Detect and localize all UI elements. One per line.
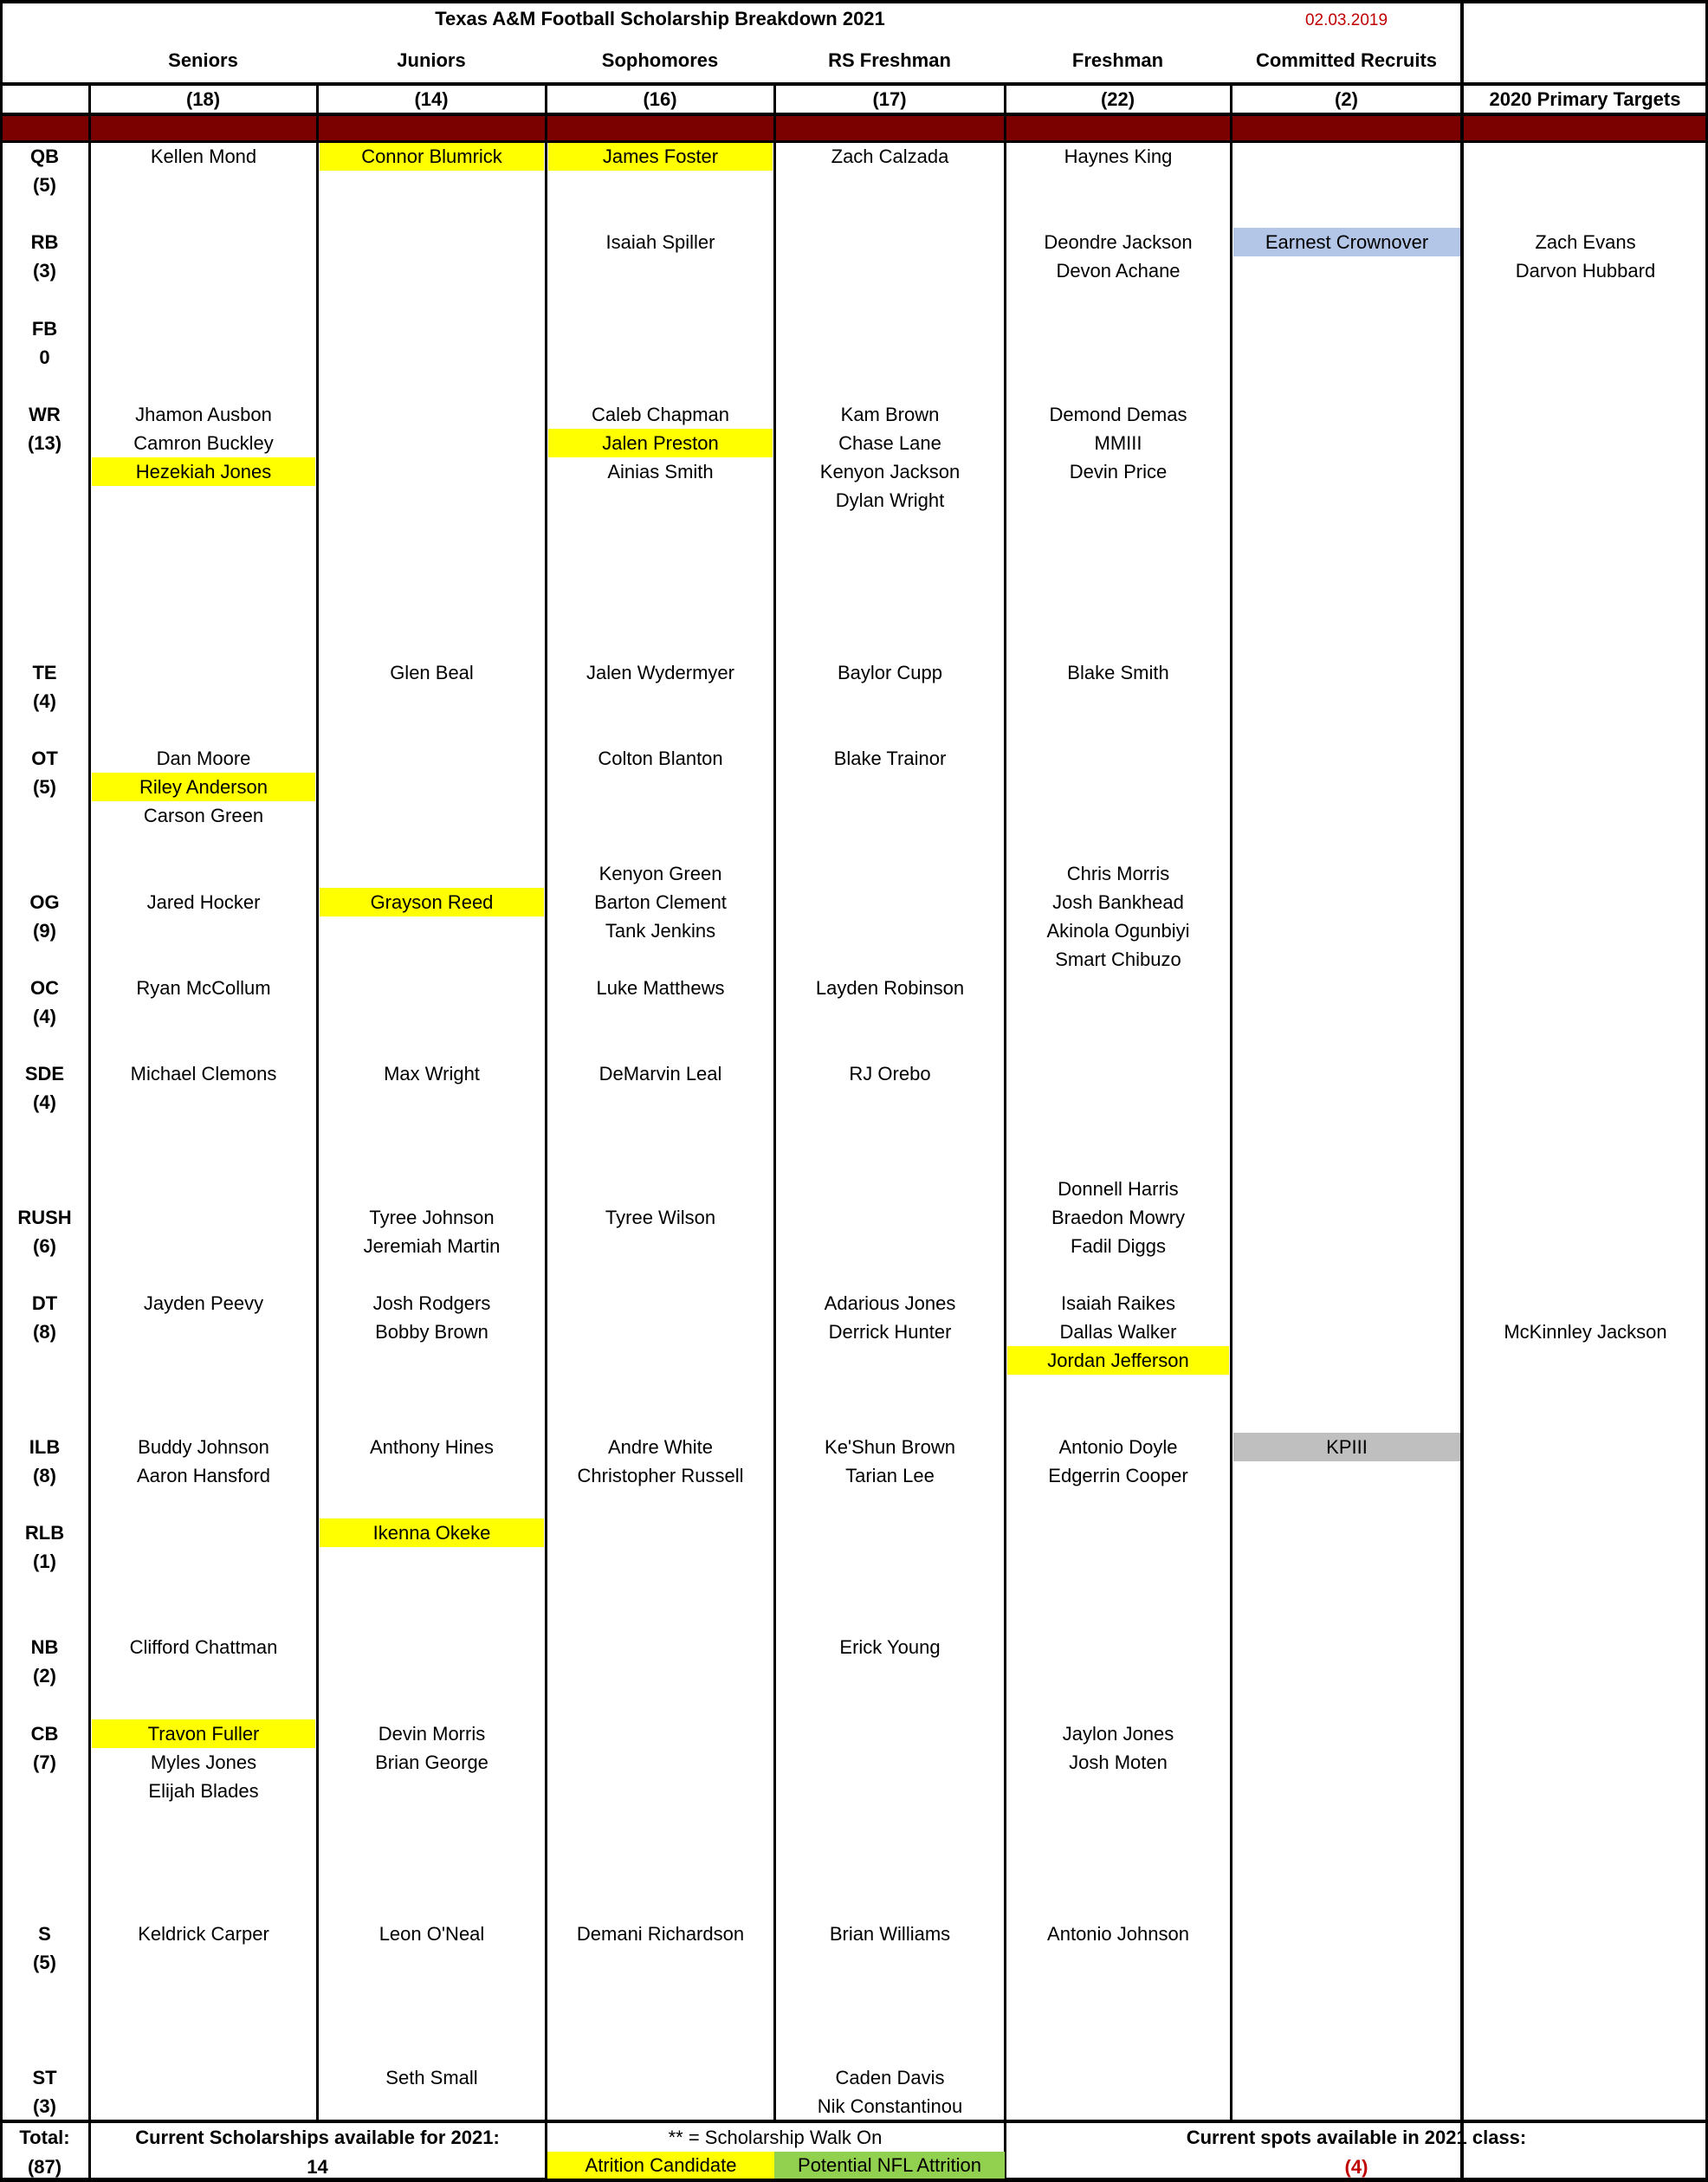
column-border [545,83,547,2121]
player-name: Carson Green [143,805,264,827]
player-name: Tyree Wilson [605,1206,716,1228]
position-count: (1) [33,1550,56,1572]
player-name: Adarious Jones [824,1292,956,1314]
player-name: Demond Demas [1049,403,1187,425]
player-name: Ainias Smith [607,461,714,483]
player-name: Dallas Walker [1059,1321,1177,1344]
player-name: Donnell Harris [1058,1177,1179,1200]
column-count-juniors: (14) [414,88,449,110]
column-header-juniors: Juniors [397,49,466,71]
position-count: 0 [39,346,50,368]
player-name: Seth Small [385,2066,478,2088]
position-label: FB [31,317,58,340]
player-name: Riley Anderson [92,773,315,801]
scholarships-value: 14 [307,2156,328,2178]
player-name: Antonio Doyle [1058,1435,1178,1458]
player-name: Caleb Chapman [592,403,729,425]
column-border [773,83,776,2121]
player-name: Kam Brown [840,403,940,425]
player-name: Glen Beal [390,661,474,683]
player-name: Colton Blanton [598,748,723,770]
player-name: Haynes King [1064,146,1173,167]
player-name: Fadil Diggs [1070,1234,1167,1257]
player-name: Hezekiah Jones [92,457,315,486]
column-count-rs_freshman: (17) [872,88,907,110]
column-border [316,83,319,2121]
player-name: Baylor Cupp [837,661,943,683]
player-name: MMIII [1094,432,1142,454]
column-border [88,83,91,2121]
player-name: Layden Robinson [815,976,965,999]
position-label: S [38,1923,51,1946]
legend-attrition: Atrition Candidate [547,2152,774,2179]
position-count: (4) [33,690,56,712]
player-name: Jalen Wydermyer [586,661,734,683]
sheet-date: 02.03.2019 [1304,11,1388,29]
player-name: Leon O'Neal [378,1923,485,1946]
player-name: Deondre Jackson [1044,231,1193,254]
player-name: Kenyon Jackson [819,461,961,483]
player-name: Derrick Hunter [828,1321,952,1344]
player-name: Ikenna Okeke [320,1518,544,1547]
maroon-divider-bar [0,116,1708,141]
player-name: Tank Jenkins [605,919,716,942]
position-count: (9) [33,919,56,942]
column-header-seniors: Seniors [168,49,238,71]
position-label: OG [29,890,60,913]
total-value: (87) [27,2156,62,2178]
player-name: Jayden Peevy [143,1292,264,1314]
column-count-seniors: (18) [185,88,221,110]
column-count-committed: (2) [1335,88,1358,110]
player-name: Jeremiah Martin [363,1234,501,1257]
position-count: (5) [33,1952,56,1974]
player-name: Jared Hocker [146,890,261,913]
player-name: Blake Trainor [833,748,947,770]
position-count: (3) [33,260,56,282]
player-name: Andre White [607,1435,714,1458]
position-count: (13) [27,432,62,454]
player-name: Devon Achane [1056,260,1181,282]
position-count: (3) [33,2095,56,2117]
player-name: Jordan Jefferson [1007,1346,1229,1375]
player-name: Tarian Lee [845,1464,935,1486]
player-name: Brian George [375,1751,488,1773]
column-border [0,0,3,2182]
player-name: Devin Morris [378,1722,486,1745]
player-name: Zach Calzada [831,146,949,167]
row-border [0,113,1708,116]
player-name: Chase Lane [838,432,941,454]
player-name: Akinola Ogunbiyi [1046,919,1190,942]
row-border [0,140,1708,143]
total-label: Total: [19,2127,70,2148]
position-label: ST [32,2066,57,2088]
position-label: RB [30,231,59,254]
position-count: (5) [33,174,56,197]
legend-nfl-attrition: Potential NFL Attrition [774,2152,1005,2179]
column-header-freshman: Freshman [1071,49,1164,71]
player-name: Michael Clemons [130,1063,277,1085]
player-name: Max Wright [384,1063,480,1085]
player-name: Brian Williams [829,1923,951,1946]
position-count: (4) [33,1006,56,1027]
player-name: Smart Chibuzo [1055,948,1181,970]
player-name: Isaiah Raikes [1060,1292,1176,1314]
player-name: Antonio Johnson [1047,1923,1189,1946]
player-name: KPIII [1233,1433,1460,1461]
player-name: Myles Jones [150,1751,257,1773]
player-name: Travon Fuller [92,1719,315,1748]
player-name: Elijah Blades [148,1779,259,1802]
column-header-sophomores: Sophomores [601,49,719,71]
player-name: Jalen Preston [548,429,773,457]
player-name: Tyree Johnson [369,1206,495,1228]
row-border [0,0,1708,3]
position-count: (7) [33,1751,56,1773]
player-name: Barton Clement [594,890,727,913]
player-name: Chris Morris [1066,862,1170,884]
player-name: Christopher Russell [577,1464,744,1486]
player-name: Connor Blumrick [320,142,544,171]
player-name: Erick Young [839,1636,941,1659]
player-name: Aaron Hansford [136,1464,271,1486]
position-label: RLB [24,1521,65,1544]
player-name: Kellen Mond [150,146,257,167]
position-label: OT [31,748,58,770]
column-count-targets: 2020 Primary Targets [1489,88,1681,110]
position-label: RUSH [17,1206,72,1228]
player-name: Ryan McCollum [136,976,271,999]
player-name: Isaiah Spiller [605,231,715,254]
position-label: OC [30,976,59,999]
player-name: Jhamon Ausbon [135,403,272,425]
player-name: Kenyon Green [598,862,722,884]
player-name: Nik Constantinou [817,2095,963,2117]
position-label: ILB [29,1435,61,1458]
player-name: Blake Smith [1067,661,1169,683]
row-border [0,82,1708,86]
player-name: Demani Richardson [576,1923,745,1946]
spots-label: Current spots available in 2021 class: [1186,2127,1527,2148]
player-name: Josh Bankhead [1052,890,1184,913]
position-label: CB [30,1722,59,1745]
player-name: Ke'Shun Brown [825,1435,955,1458]
position-label: NB [30,1636,59,1659]
player-name: Dylan Wright [835,489,945,512]
player-name: Camron Buckley [133,432,274,454]
position-label: QB [30,146,59,167]
player-name: Bobby Brown [375,1321,488,1344]
player-name: Keldrick Carper [138,1923,269,1946]
player-name: Zach Evans [1535,231,1636,254]
player-name: Braedon Mowry [1051,1206,1186,1228]
sheet-title: Texas A&M Football Scholarship Breakdown 2021 [435,8,885,29]
player-name: Anthony Hines [369,1435,495,1458]
player-name: Jaylon Jones [1062,1722,1174,1745]
player-name: RJ Orebo [849,1063,931,1085]
player-name: Luke Matthews [596,976,725,999]
spots-value: (4) [1344,2156,1368,2178]
position-label: DT [31,1292,58,1314]
column-count-sophomores: (16) [643,88,677,110]
position-count: (8) [33,1321,56,1344]
player-name: McKinnley Jackson [1504,1321,1667,1344]
player-name: Darvon Hubbard [1515,260,1656,282]
position-count: (6) [33,1234,56,1257]
column-header-rs_freshman: RS Freshman [828,49,951,71]
column-border [1230,83,1232,2121]
position-count: (5) [33,776,56,799]
position-count: (8) [33,1464,56,1486]
player-name: James Foster [548,142,773,171]
player-name: Josh Moten [1069,1751,1168,1773]
column-border [1004,83,1006,2121]
player-name: Clifford Chattman [129,1636,278,1659]
player-name: Edgerrin Cooper [1048,1464,1188,1486]
column-count-freshman: (22) [1100,88,1135,110]
player-name: Dan Moore [156,748,251,770]
scholarships-label: Current Scholarships available for 2021: [135,2127,500,2148]
column-header-committed: Committed Recruits [1255,49,1438,71]
position-label: SDE [24,1063,65,1085]
position-count: (4) [33,1091,56,1114]
player-name: Grayson Reed [320,888,544,916]
column-border [1460,0,1464,2182]
position-label: TE [32,661,57,683]
player-name: Josh Rodgers [372,1292,491,1314]
player-name: Devin Price [1069,461,1168,483]
player-name: DeMarvin Leal [598,1063,722,1085]
walk-on-note: ** = Scholarship Walk On [668,2127,883,2148]
position-label: WR [29,403,61,425]
player-name: Buddy Johnson [138,1435,269,1458]
player-name: Earnest Crownover [1233,228,1460,256]
position-count: (2) [33,1665,56,1687]
player-name: Caden Davis [835,2066,945,2088]
